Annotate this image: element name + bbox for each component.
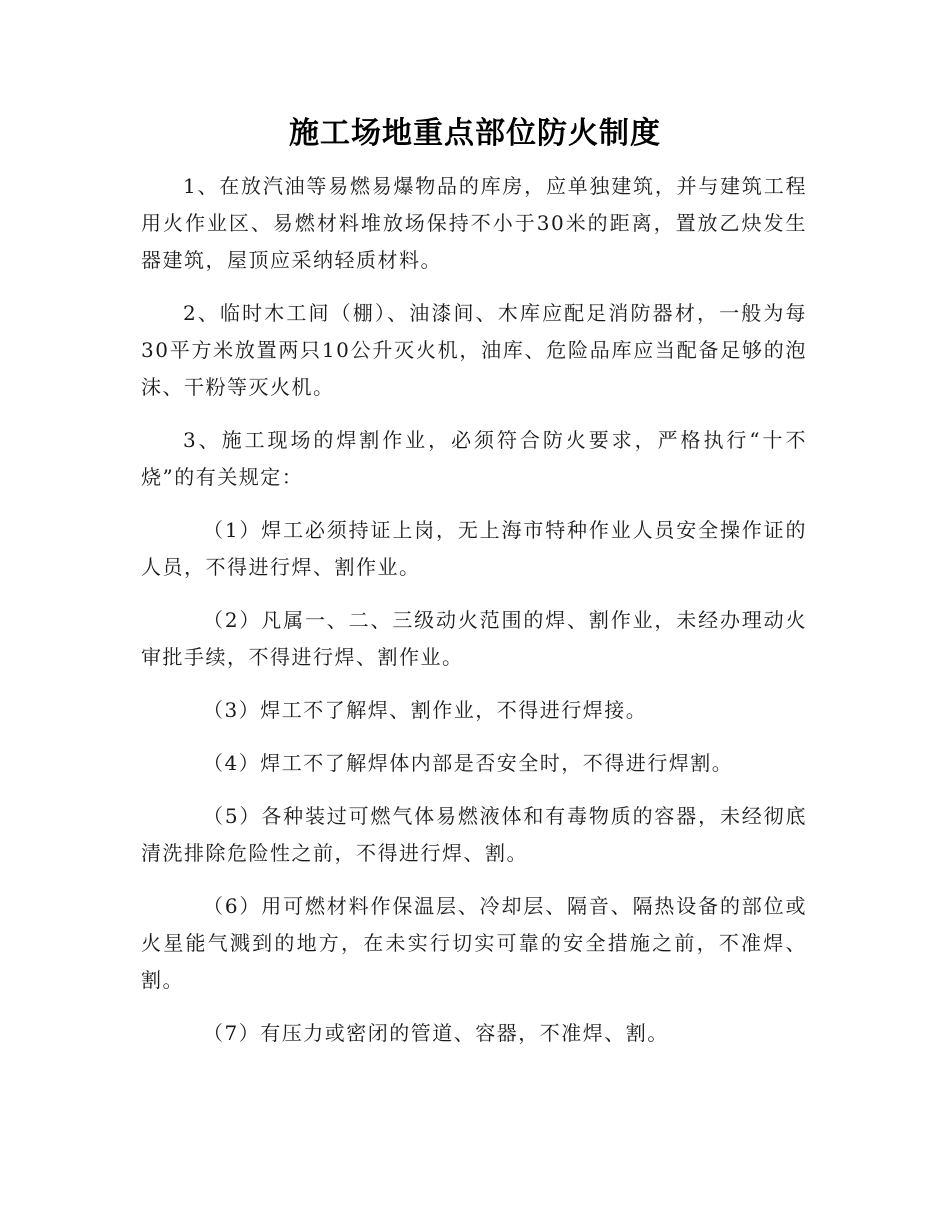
- sub-item-5: （5）各种装过可燃气体易燃液体和有毒物质的容器，未经彻底清洗排除危险性之前，不得进行焊、割。: [141, 804, 807, 865]
- sub-item-2: （2）凡属一、二、三级动火范围的焊、割作业，未经办理动火审批手续，不得进行焊、割作业。: [141, 608, 807, 669]
- sub-item-3: （3）焊工不了解焊、割作业，不得进行焊接。: [203, 698, 648, 722]
- sub-item-1: （1）焊工必须持证上岗，无上海市特种作业人员安全操作证的人员，不得进行焊、割作业。: [141, 518, 807, 579]
- sub-item-7: （7）有压力或密闭的管道、容器，不准焊、割。: [203, 1021, 669, 1045]
- paragraph-item-1: 1、在放汽油等易燃易爆物品的库房，应单独建筑，并与建筑工程用火作业区、易燃材料堆放场保持不小于30米的距离，置放乙炔发生器建筑，屋顶应采纳轻质材料。: [141, 174, 807, 272]
- sub-item-4: （4）焊工不了解焊体内部是否安全时，不得进行焊割。: [203, 751, 734, 775]
- sub-item-6: （6）用可燃材料作保温层、冷却层、隔音、隔热设备的部位或火星能气溅到的地方，在未实行切实可靠的安全措施之前，不准焊、割。: [141, 894, 807, 992]
- document-body: [141, 168, 807, 1068]
- paragraph-item-3: 3、施工现场的焊割作业，必须符合防火要求，严格执行“十不烧”的有关规定：: [141, 428, 807, 489]
- document-title: 施工场地重点部位防火制度: [289, 116, 661, 151]
- paragraph-item-2: 2、临时木工间（棚）、油漆间、木库应配足消防器材，一般为每30平方米放置两只10公升灭火机，油库、危险品库应当配备足够的泡沫、干粉等灭火机。: [141, 301, 807, 399]
